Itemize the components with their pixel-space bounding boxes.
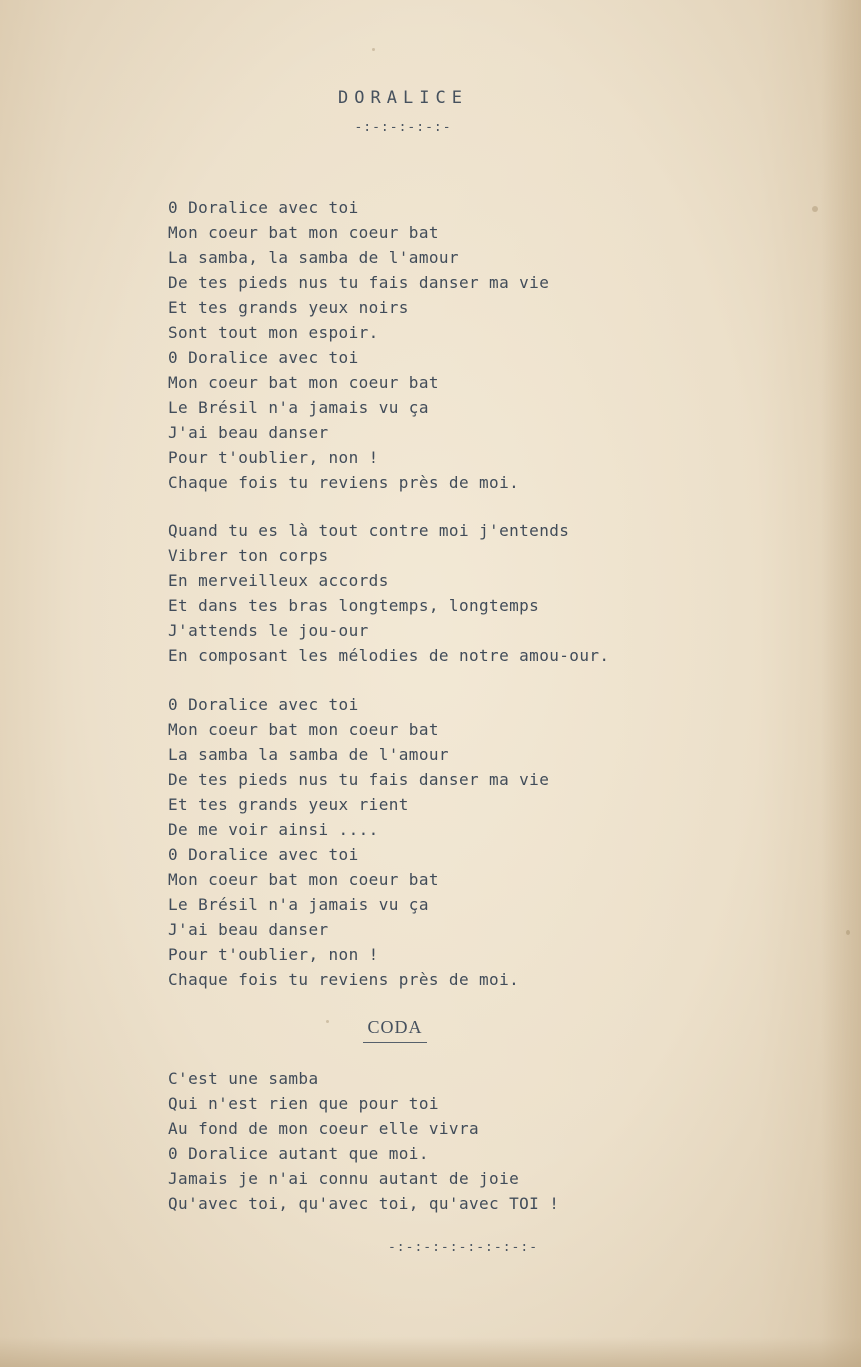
- lyric-line: 0 Doralice autant que moi.: [168, 1144, 429, 1163]
- song-title: DORALICE: [338, 88, 468, 108]
- paper-speck: [812, 206, 818, 212]
- lyric-line: Au fond de mon coeur elle vivra: [168, 1119, 480, 1138]
- lyric-line: Chaque fois tu reviens près de moi.: [168, 473, 520, 492]
- lyric-line: De tes pieds nus tu fais danser ma vie: [168, 273, 550, 292]
- lyric-line: Qui n'est rien que pour toi: [168, 1094, 439, 1113]
- lyric-line: En merveilleux accords: [168, 571, 389, 590]
- coda-heading-wrapper: [0, 1017, 790, 1043]
- lyric-line: Chaque fois tu reviens près de moi.: [168, 970, 520, 989]
- lyric-line: Mon coeur bat mon coeur bat: [168, 870, 439, 889]
- lyric-line: 0 Doralice avec toi: [168, 198, 359, 217]
- coda-stanza: [168, 1066, 768, 1216]
- lyric-line: Qu'avec toi, qu'avec toi, qu'avec TOI !: [168, 1194, 560, 1213]
- lyric-line: Mon coeur bat mon coeur bat: [168, 373, 439, 392]
- lyric-line: En composant les mélodies de notre amou-our.: [168, 646, 610, 665]
- stanza-2: [168, 518, 768, 668]
- lyric-line: Et tes grands yeux noirs: [168, 298, 409, 317]
- closing-ornament: -:-:-:-:-:-:-:-:-: [387, 1240, 539, 1255]
- lyric-line: J'ai beau danser: [168, 920, 329, 939]
- lyric-line: 0 Doralice avec toi: [168, 348, 359, 367]
- lyric-line: Vibrer ton corps: [168, 546, 329, 565]
- lyric-line: De tes pieds nus tu fais danser ma vie: [168, 770, 550, 789]
- lyric-line: J'ai beau danser: [168, 423, 329, 442]
- paper-bottom-shadow: [0, 1337, 861, 1367]
- title-ornament: -:-:-:-:-:-: [354, 120, 452, 135]
- lyric-line: 0 Doralice avec toi: [168, 695, 359, 714]
- coda-heading: CODA: [363, 1017, 426, 1043]
- lyric-line: Mon coeur bat mon coeur bat: [168, 720, 439, 739]
- paper-speck: [372, 48, 375, 51]
- lyric-line: La samba la samba de l'amour: [168, 745, 449, 764]
- lyric-line: Et tes grands yeux rient: [168, 795, 409, 814]
- lyric-line: J'attends le jou-our: [168, 621, 369, 640]
- lyric-line: 0 Doralice avec toi: [168, 845, 359, 864]
- paper-edge-shadow: [821, 0, 861, 1367]
- lyric-line: Jamais je n'ai connu autant de joie: [168, 1169, 520, 1188]
- paper-speck: [846, 930, 850, 935]
- lyric-line: Pour t'oublier, non !: [168, 448, 379, 467]
- lyric-line: C'est une samba: [168, 1069, 319, 1088]
- lyric-line: Mon coeur bat mon coeur bat: [168, 223, 439, 242]
- lyric-line: Quand tu es là tout contre moi j'entends: [168, 521, 570, 540]
- lyric-line: Et dans tes bras longtemps, longtemps: [168, 596, 540, 615]
- lyric-line: Sont tout mon espoir.: [168, 323, 379, 342]
- lyric-line: De me voir ainsi ....: [168, 820, 379, 839]
- lyric-line: La samba, la samba de l'amour: [168, 248, 459, 267]
- stanza-1: [168, 195, 768, 495]
- stanza-3: [168, 692, 768, 992]
- lyric-line: Pour t'oublier, non !: [168, 945, 379, 964]
- lyric-line: Le Brésil n'a jamais vu ça: [168, 398, 429, 417]
- lyric-line: Le Brésil n'a jamais vu ça: [168, 895, 429, 914]
